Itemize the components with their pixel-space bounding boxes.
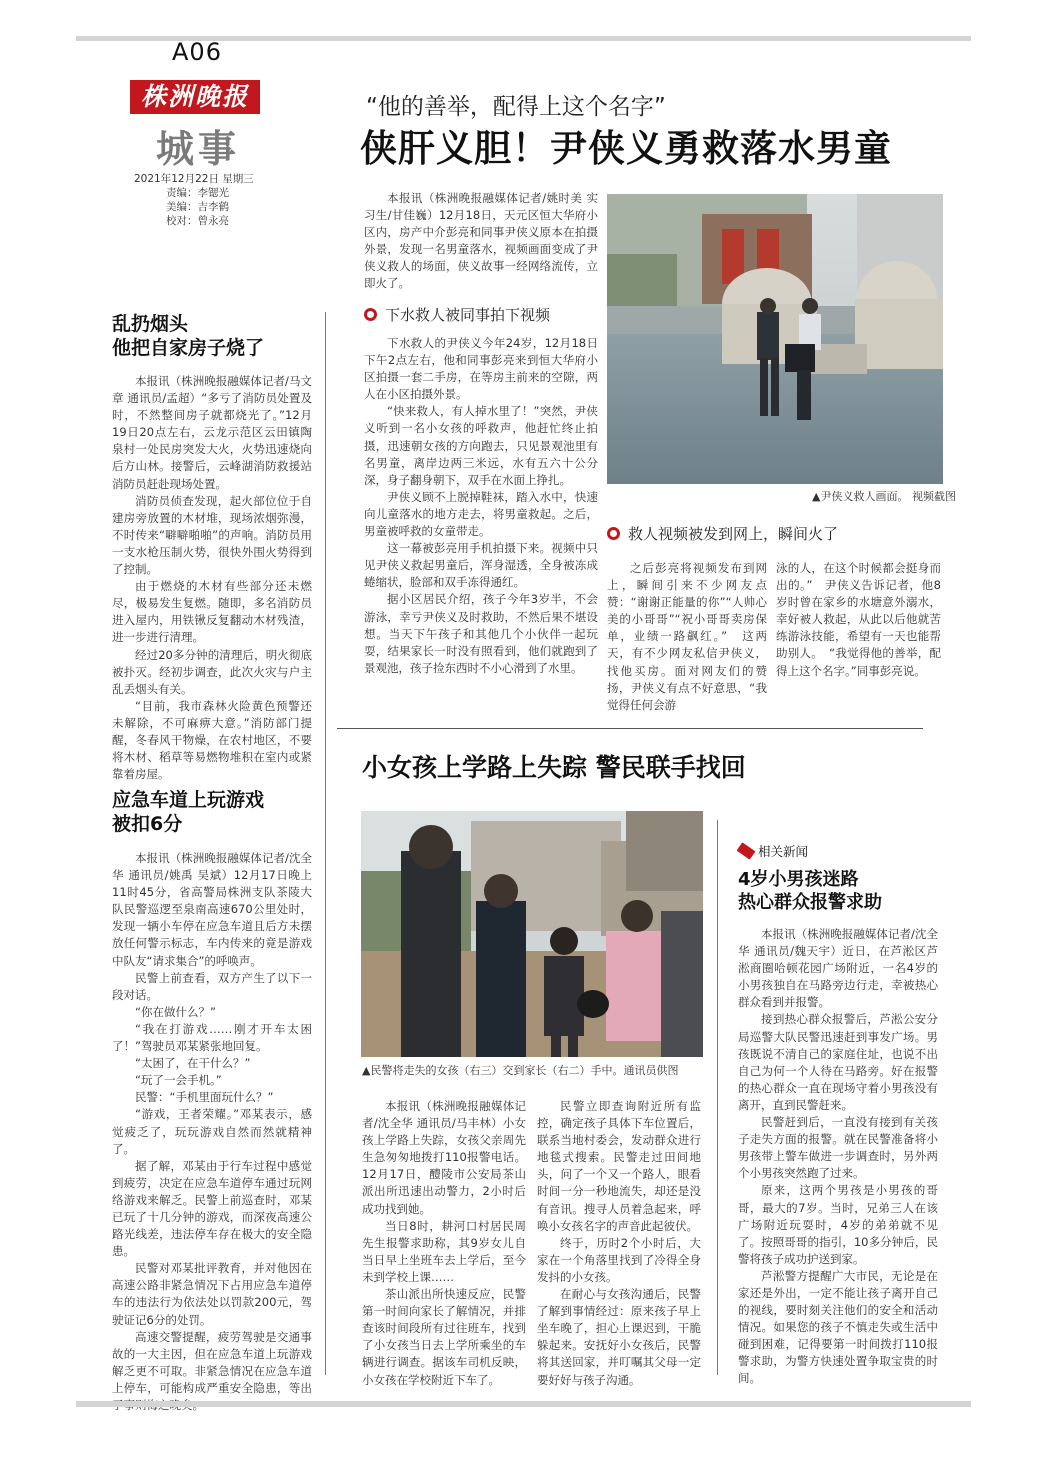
proofreader-credit: 校对：曾永亮 xyxy=(166,215,229,227)
section-ring-icon xyxy=(607,527,620,540)
newspaper-logo: 株洲晚报 xyxy=(130,80,260,114)
related-news-body: 本报讯（株洲晚报融媒体记者/沈全华 通讯员/魏天宇）近日，在芦淞区芦淞商圈哈顿花园广场附近，一名4岁的小男孩独自在马路旁边行走，幸被热心群众看到并报警。 接到热心群众报警后，芦淞公安分局巡警大队民警迅速赶到事发广场。男孩既说不清自己的家庭住址，也说不出自己为何一个人待在马路旁。好在报警的热心群众一直在现场守着小男孩没有离开，直到民警赶来。 民警赶到后，一直没有接到有关孩子走失方面的报警。就在民警准备将小男孩带上警车做进一步调查时，另外两个小男孩突然跑了过来。 原来，这两个男孩是小男孩的哥哥，最大的7岁。当时，兄弟三人在该广场附近玩耍时，4岁的弟弟就不见了。按照哥哥的指引，10多分钟后，民警将孩子成功护送到家。 芦淞警方提醒广大市民，无论是在家还是外出，一定不能让孩子离开自己的视线，要时刻关注他们的安全和活动情况。如果您的孩子不慎走失或生活中碰到困难，记得要第一时间拨打110报警求助，为警方快速处置争取宝贵的时间。 xyxy=(738,927,938,1386)
pencil-icon xyxy=(737,842,756,859)
section-title: 城事 xyxy=(156,126,241,171)
related-news-badge: 相关新闻 xyxy=(738,842,808,860)
story3-headline: 小女孩上学路上失踪 警民联手找回 xyxy=(362,753,746,782)
masthead-meta xyxy=(134,172,254,228)
story3-col1: 本报讯（株洲晚报融媒体记者/沈全华 通讯员/马丰林）小女孩上学路上失踪，女孩父亲周先生急匆匆地拨打110报警电话。12月17日，醴陵市公安局茶山派出所迅速出动警力，2小时后成功找到她。 当日8时，耕河口村居民周先生报警求助称，其9岁女儿自当日早上坐班车去上学后，至今未到学校上课…… 茶山派出所快速反应，民警第一时间向家长了解情况，并排查该时间段所有过往班车，找到了小女孩当日去上学所乘坐的车辆进行调查。据该车司机反映，小女孩在学校附近下车了。 xyxy=(362,1099,526,1387)
lead-section2-heading: 救人视频被发到网上，瞬间火了 xyxy=(607,523,838,544)
lead-headline: 侠肝义胆！尹侠义勇救落水男童 xyxy=(360,127,892,170)
missing-girl-photo xyxy=(361,811,703,1057)
section-ring-icon xyxy=(364,308,377,321)
issue-date: 2021年12月22日 星期三 xyxy=(134,173,254,185)
lead-section1-body: 下水救人的尹侠义今年24岁，12月18日下午2点左右，他和同事彭亮来到恒大华府小区拍摄一套二手房，在等房主前来的空隙，两人在小区拍摄外景。 “快来救人，有人掉水里了！”突然，尹侠义听到一名小女孩的呼救声，他赶忙终止拍摄，迅速朝女孩的方向跑去，只见景观池里有名男童，离岸边两三米远，水有五六十公分深，身子翻身朝下，双手在水面上挣扎。 尹侠义顾不上脱掉鞋袜，踏入水中，快速向儿童落水的地方走去，将男童救起。之后，男童被呼救的女童带走。 这一幕被彭亮用手机拍摄下来。视频中只见尹侠义救起男童后，浑身湿透，全身被冻成蜷缩状，脸部和双手冻得通红。 据小区居民介绍，孩子今年3岁半，不会游泳，幸亏尹侠义及时救助，不然后果不堪设想。当天下午孩子和其他几个小伙伴一起玩耍，结果家长一时没有照看到，他们就跑到了景观池，孩子捡东西时不小心滑到了水里。 xyxy=(364,336,598,675)
story3-col2: 民警立即查询附近所有监控，确定孩子具体下车位置后，联系当地村委会，发动群众进行地毯式搜索。民警走过田间地头，问了一个又一个路人，眼看时间一分一秒地流失，却还是没有音讯。搜寻人员着急起来，呼唤小女孩名字的声音此起彼伏。 终于，历时2个小时后，大家在一个角落里找到了冷得全身发抖的小女孩。 在耐心与女孩沟通后，民警了解到事情经过：原来孩子早上坐车晚了，担心上课迟到，干脆躲起来。安抚好小女孩后，民警将其送回家，并叮嘱其父母一定要好好与孩子沟通。 xyxy=(537,1099,701,1387)
left-story1-body: 本报讯（株洲晚报融媒体记者/马文章 通讯员/孟超）“多亏了消防员处置及时，不然整间房子就都烧光了。”12月19日20点左右，云龙示范区云田镇陶泉村一处民房突发大火，火势迅速烧向后方山林。接警后，云峰湖消防救援站消防员赶赴现场处置。 消防员侦查发现，起火部位位于自建房旁放置的木材堆，现场浓烟弥漫，不时传来“噼噼啪啪”的声响。消防员用一支水枪压制火势，很快外围火势得到了控制。 由于燃烧的木材有些部分还未燃尽，极易发生复燃。随即，多名消防员进入屋内，用铁锹反复翻动木材残渣，进一步进行清理。 经过20多分钟的清理后，明火彻底被扑灭。经初步调查，此次火灾与户主乱丢烟头有关。 “目前，我市森林火险黄色预警还未解除，不可麻痹大意。”消防部门提醒，冬春风干物燥，在农村地区，不要将木材、稻草等易燃物堆积在室内或紧靠着房屋。 xyxy=(112,374,312,782)
missing-girl-photo-caption: ▲民警将走失的女孩（右三）交到家长（右二）手中。通讯员供图 xyxy=(362,1064,679,1077)
page-number: A06 xyxy=(172,38,222,66)
lead-section2-col1: 之后彭亮将视频发布到网上，瞬间引来不少网友点赞：“谢谢正能量的你”“人帅心美的小哥哥”“祝小哥哥卖房保单，业绩一路飙红。” 这两天，有不少网友私信尹侠义，找他买房。面对网友们的赞扬，尹侠义有点不好意思，“我觉得任何会游 xyxy=(607,561,767,712)
left-story2-title: 应急车道上玩游戏 被扣6分 xyxy=(112,789,265,835)
art-editor-credit: 美编：吉李鹤 xyxy=(166,201,229,213)
bottom-rule xyxy=(76,1401,971,1407)
editor-credit: 责编：李锶光 xyxy=(166,187,229,199)
left-story2-body: 本报讯（株洲晚报融媒体记者/沈全华 通讯员/姚禹 吴斌）12月17日晚上11时45分，省高警局株洲支队茶陵大队民警巡逻至泉南高速670公里处时，发现一辆小车停在应急车道且后方未摆放任何警示标志，车内传来的竟是游戏中队友“请求集合”的呼唤声。 民警上前查看，双方产生了以下一段对话。 “你在做什么？” “我在打游戏……刚才开车太困了！”驾驶员邓某紧张地回复。 “太困了，在干什么？” “玩了一会手机。” 民警：“手机里面玩什么？” “游戏，王者荣耀。”邓某表示，感觉疲乏了，玩玩游戏自然而然就精神了。 据了解，邓某由于行车过程中感觉到疲劳，决定在应急车道停车通过玩网络游戏来解乏。民警上前巡查时，邓某已玩了十几分钟的游戏，而深夜高速公路光线差，违法停车存在极大的安全隐患。 民警对邓某批评教育，并对他因在高速公路非紧急情况下占用应急车道停车的违法行为依法处以罚款200元，驾驶证记6分的处罚。 高速交警提醒，疲劳驾驶是交通事故的一大主因，但在应急车道上玩游戏解乏更不可取。非紧急情况在应急车道上停车，可能构成严重安全隐患，等出 xyxy=(112,851,312,1395)
left-column-divider xyxy=(325,312,326,1375)
left-story1-title: 乱扔烟头 他把自家房子烧了 xyxy=(112,313,265,359)
related-news-divider xyxy=(717,820,718,1375)
lead-section1-heading: 下水救人被同事拍下视频 xyxy=(364,304,550,325)
rescue-photo xyxy=(607,194,943,484)
lead-section2-col2: 泳的人，在这个时候都会挺身而出的。” 尹侠义告诉记者，他8岁时曾在家乡的水塘意外溺水，幸好被人救起，从此以后他就苦练游泳技能，希望有一天也能帮助别人。 “我觉得他的善举，配得上这个名字。”同事彭亮说。 xyxy=(776,561,941,678)
rescue-photo-caption: ▲尹侠义救人画面。 视频截图 xyxy=(812,490,956,503)
lead-story-divider xyxy=(337,728,923,729)
related-news-title: 4岁小男孩迷路 热心群众报警求助 xyxy=(738,869,882,913)
lead-intro: 本报讯（株洲晚报融媒体记者/姚时美 实习生/甘佳巍）12月18日，天元区恒大华府小区内，房产中介彭亮和同事尹侠义原本在拍摄外景，发现一名男童落水，视频画面变成了尹侠义救人的场面，侠义故事一经网络流传，立即火了。 xyxy=(364,191,598,291)
lead-kicker: “他的善举，配得上这个名字” xyxy=(366,94,666,120)
